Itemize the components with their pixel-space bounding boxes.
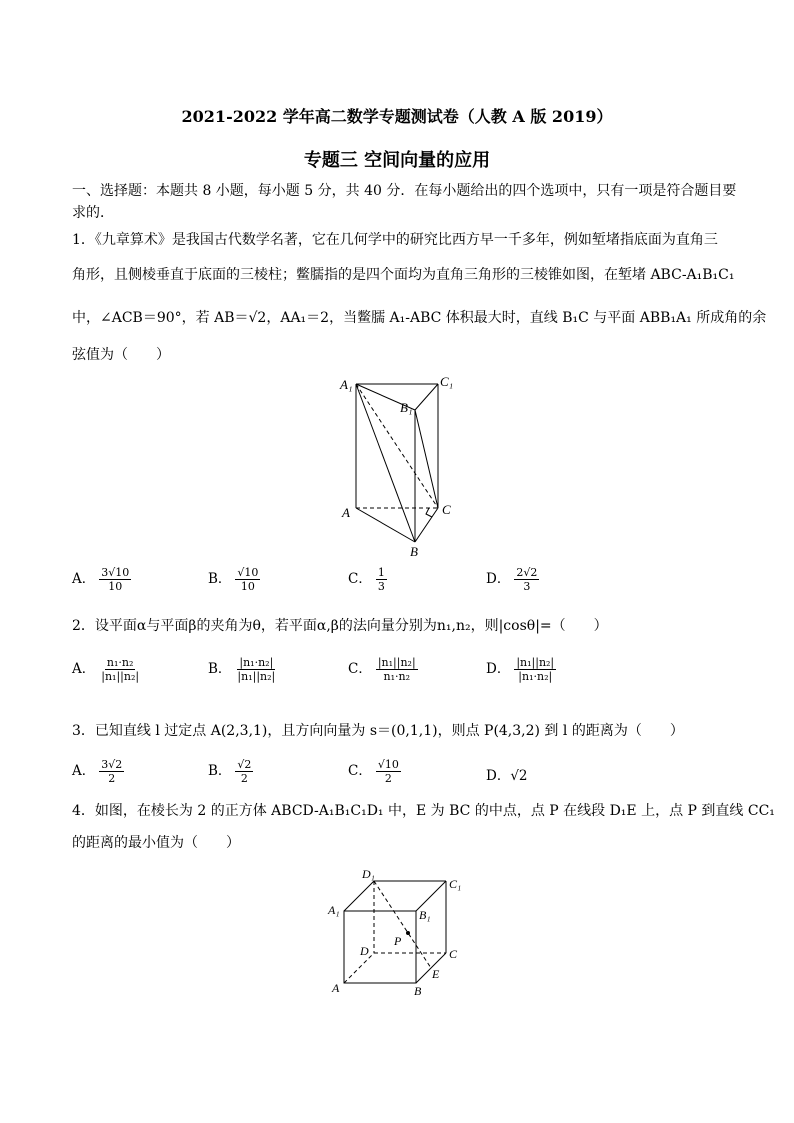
q3-option-d[interactable]: D．√2 [486, 768, 528, 784]
q3-text: 3．已知直线 l 过定点 A(2,3,1)，且方向向量为 s＝(0,1,1)，则点 P(4,3,2) 到 l 的距离为（ ） [72, 723, 684, 739]
q1-option-c[interactable]: C． $\frac{1}{3}$ [348, 566, 385, 593]
label-b: B [414, 984, 422, 998]
q2-option-b[interactable]: B． $\frac{\text{|n₁·n₂|}}{\text{|n₁||n₂|}}$ [208, 656, 276, 683]
q2-text: 2．设平面α与平面β的夹角为θ，若平面α,β的法向量分别为n₁,n₂，则|cosθ|=（ ） [72, 618, 608, 634]
label-a1: A₁ [328, 903, 340, 917]
q1-option-d[interactable]: D． $\frac{2√2}{3}$ [486, 566, 538, 593]
label-a1: A₁ [340, 377, 353, 392]
q3-option-b[interactable]: B． $\frac{√2}{2}$ [208, 758, 252, 785]
label-d1: D₁ [362, 867, 375, 881]
label-c: C [442, 502, 451, 517]
q3-option-a[interactable]: A． $\frac{3√2}{2}$ [72, 758, 123, 785]
label-a: A [332, 981, 340, 995]
q1-option-b[interactable]: B． $\frac{√10}{10}$ [208, 566, 259, 593]
label-b: B [410, 544, 418, 559]
q4-cube-figure [326, 864, 476, 1004]
q1-text-line1: 1．《九章算术》是我国古代数学名著，它在几何学中的研究比西方早一千多年，例如堑堵指底面为直角三 [72, 232, 718, 248]
label-c1: C₁ [449, 877, 462, 891]
q1-text-line4: 弦值为（ ） [72, 347, 170, 363]
label-c: C [449, 947, 458, 961]
q1-text-line3: 中，∠ACB＝90°，若 AB＝√2，AA₁＝2，当鳖臑 A₁-ABC 体积最大时，直线 B₁C 与平面 ABB₁A₁ 所成角的余 [72, 310, 767, 326]
topic-title: 专题三 空间向量的应用 [303, 150, 491, 171]
label-p: P [394, 934, 402, 948]
q4-text-line2: 的距离的最小值为（ ） [72, 835, 240, 851]
q4-text-line1: 4．如图，在棱长为 2 的正方体 ABCD-A₁B₁C₁D₁ 中，E 为 BC 的中点，点 P 在线段 D₁E 上，点 P 到直线 CC₁ [72, 803, 775, 819]
q2-option-d[interactable]: D． $\frac{\text{|n₁||n₂|}}{\text{|n₁·n₂|}}$ [486, 656, 555, 683]
q2-option-a[interactable]: A． $\frac{\text{n₁·n₂}}{\text{|n₁||n₂|}}$ [72, 656, 140, 683]
section-instructions-line1: 一、选择题：本题共 8 小题，每小题 5 分，共 40 分．在每小题给出的四个选项中，只有一项是符合题目要 [72, 183, 737, 199]
label-a: A [342, 505, 350, 520]
q1-text-line2: 角形，且侧棱垂直于底面的三棱柱；鳖臑指的是四个面均为直角三角形的三棱锥如图，在堑堵 ABC-A₁B₁C₁ [72, 267, 735, 283]
q2-option-c[interactable]: C． $\frac{\text{|n₁||n₂|}}{\text{n₁·n₂}}$ [348, 656, 416, 683]
label-b1: B₁ [419, 908, 431, 922]
section-instructions-line2: 求的． [72, 205, 114, 221]
q1-option-a[interactable]: A． $\frac{3√10}{10}$ [72, 566, 130, 593]
q1-prism-figure [330, 372, 470, 560]
label-e: E [432, 967, 440, 981]
label-d: D [360, 944, 369, 958]
q3-option-c[interactable]: C． $\frac{√10}{2}$ [348, 758, 399, 785]
label-c1: C₁ [440, 374, 454, 389]
label-b1: B₁ [400, 400, 413, 415]
exam-title: 2021-2022 学年高二数学专题测试卷（人教 A 版 2019） [181, 107, 613, 126]
